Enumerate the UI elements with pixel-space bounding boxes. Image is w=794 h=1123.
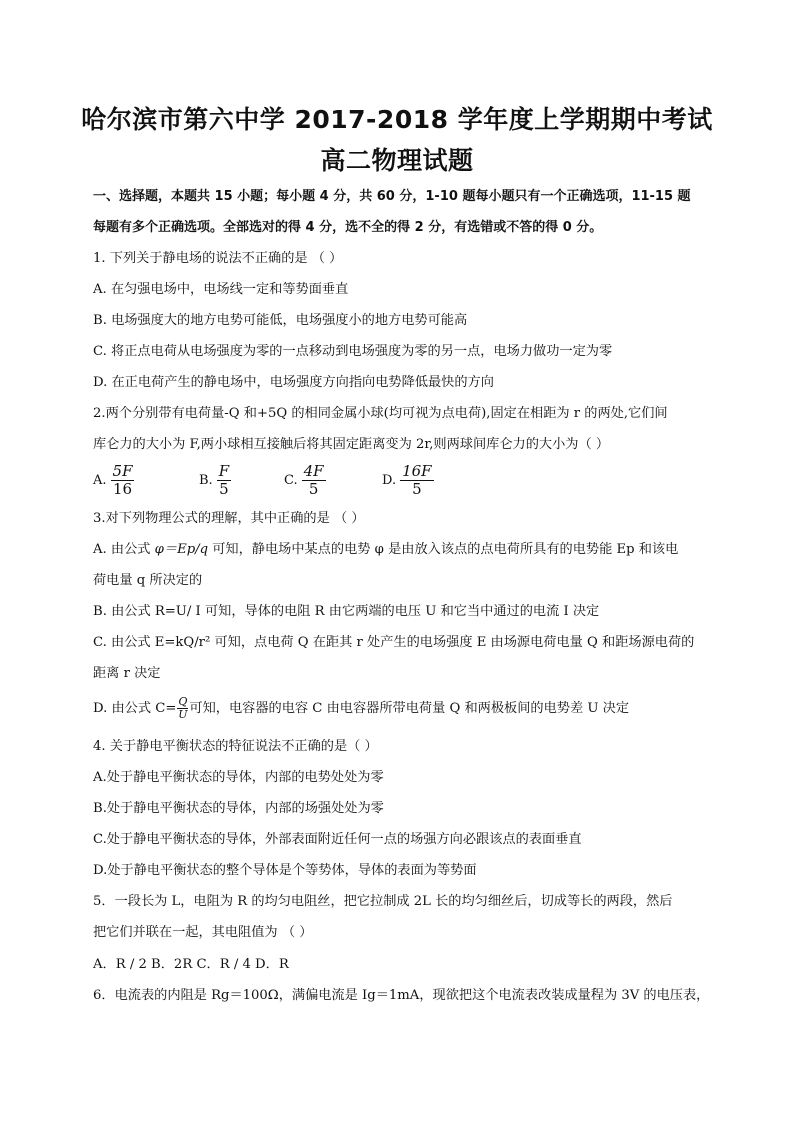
q4-option-d: D.处于静电平衡状态的整个导体是个等势体，导体的表面为等势面 [93, 863, 477, 878]
q5-stem-line1: 5．一段长为 L，电阻为 R 的均匀电阻丝，把它拉制成 2L 长的均匀细丝后，切成等长的两段，然后 [93, 894, 673, 909]
section-instructions-line2: 每题有多个正确选项。全部选对的得 4 分，选不全的得 2 分，有选错或不答的得 0 分。 [93, 220, 603, 235]
q2-option-b-denominator: 5 [219, 480, 229, 498]
q1-option-a: A. 在匀强电场中，电场线一定和等势面垂直 [93, 282, 349, 297]
q3-stem: 3.对下列物理公式的理解，其中正确的是 （ ） [93, 511, 365, 526]
q2-option-a-denominator: 16 [112, 480, 133, 498]
q3-option-a-formula: φ＝Ep/q [154, 542, 209, 557]
q4-option-c: C.处于静电平衡状态的导体，外部表面附近任何一点的场强方向必跟该点的表面垂直 [93, 832, 582, 847]
q2-option-c [284, 463, 326, 498]
q2-option-d-denominator: 5 [412, 480, 422, 498]
q5-options: A．R / 2 B．2R C．R / 4 D．R [93, 957, 289, 972]
q2-option-b-label: B. [199, 473, 213, 488]
q1-option-d: D. 在正电荷产生的静电场中，电场强度方向指向电势降低最快的方向 [93, 375, 494, 390]
q2-stem-line1: 2.两个分别带有电荷量-Q 和+5Q 的相同金属小球(均可视为点电荷),固定在相距为 r 的两处,它们间 [93, 406, 668, 421]
q3-option-a [93, 541, 678, 559]
q1-option-c: C. 将正点电荷从电场强度为零的一点移动到电场强度为零的另一点，电场力做功一定为零 [93, 344, 613, 359]
q2-option-d [382, 463, 434, 498]
q3-option-b: B. 由公式 R=U/ I 可知，导体的电阻 R 由它两端的电压 U 和它当中通过的电流 I 决定 [93, 604, 600, 619]
q2-option-b-numerator: F [218, 462, 230, 480]
q3-option-d-numerator: Q [178, 695, 188, 708]
q4-stem: 4. 关于静电平衡状态的特征说法不正确的是（ ） [93, 739, 378, 754]
q3-option-a-text: 可知，静电场中某点的电势 φ 是由放入该点的点电荷所具有的电势能 Ep 和该电 [208, 542, 679, 557]
q4-option-b: B.处于静电平衡状态的导体，内部的场强处处为零 [93, 801, 384, 816]
q2-option-c-label: C. [284, 473, 298, 488]
q2-option-b-fraction [217, 463, 231, 498]
q3-option-d-fraction [177, 696, 188, 721]
q1-option-b: B. 电场强度大的地方电势可能低，电场强度小的地方电势可能高 [93, 313, 468, 328]
q2-option-a-fraction [111, 463, 135, 498]
q2-stem-line2: 库仑力的大小为 F,两小球相互接触后将其固定距离变为 2r,则两球间库仑力的大小为（ ） [93, 437, 610, 452]
q2-option-a [93, 463, 134, 498]
q1-stem: 1. 下列关于静电场的说法不正确的是 （ ） [93, 251, 343, 266]
q3-option-d-text: 可知，电容器的电容 C 由电容器所带电荷量 Q 和两极板间的电势差 U 决定 [189, 701, 630, 716]
q3-option-c-line2: 距离 r 决定 [93, 666, 161, 681]
page-subtitle: 高二物理试题 [320, 146, 474, 175]
q2-option-d-numerator: 16F [402, 462, 432, 480]
q4-option-a: A.处于静电平衡状态的导体，内部的电势处处为零 [93, 770, 384, 785]
q3-option-d-denominator: U [178, 708, 188, 721]
q3-option-d-prefix: D. 由公式 C= [93, 701, 177, 716]
q2-option-d-label: D. [382, 473, 397, 488]
q2-option-c-denominator: 5 [308, 480, 319, 498]
q3-option-c-line1: C. 由公式 E=kQ/r² 可知，点电荷 Q 在距其 r 处产生的电场强度 E 由场源电荷电量 Q 和距场源电荷的 [93, 635, 695, 650]
page-title: 哈尔滨市第六中学 2017-2018 学年度上学期期中考试 [81, 105, 713, 134]
q2-option-a-numerator: 5F [112, 462, 133, 480]
q2-option-c-numerator: 4F [303, 462, 324, 480]
q2-option-d-fraction [400, 463, 434, 498]
q2-option-b [199, 463, 231, 498]
q2-option-a-label: A. [93, 473, 107, 488]
section-instructions-line1: 一、选择题，本题共 15 小题；每小题 4 分，共 60 分，1-10 题每小题只有一个正确选项，11-15 题 [93, 189, 691, 204]
q5-stem-line2: 把它们并联在一起，其电阻值为 （ ） [93, 925, 313, 940]
q3-option-d [93, 696, 629, 721]
q3-option-a-line2: 荷电量 q 所决定的 [93, 573, 203, 588]
q2-option-c-fraction [302, 463, 326, 498]
q6-stem-line1: 6．电流表的内阻是 Rg＝100Ω，满偏电流是 Ig＝1mA，现欲把这个电流表改装成量程为 3V 的电压表， [93, 988, 710, 1003]
q3-option-a-prefix: A. 由公式 [93, 542, 155, 557]
